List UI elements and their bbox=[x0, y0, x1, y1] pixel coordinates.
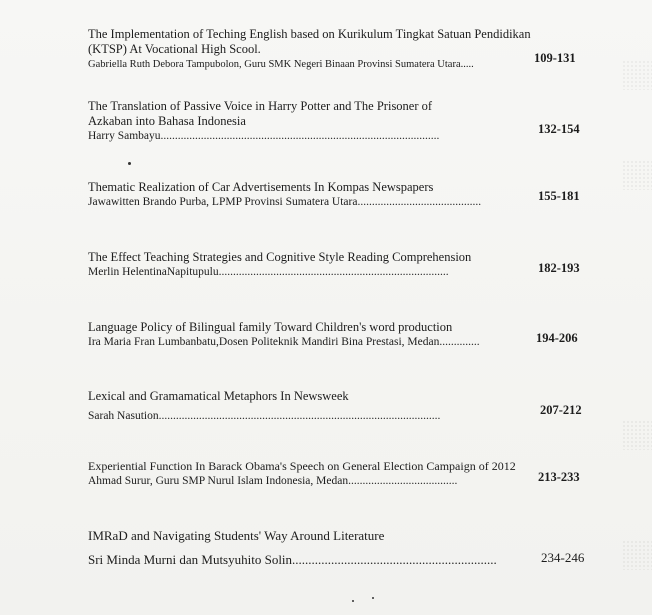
scan-noise bbox=[622, 160, 652, 190]
entry-pages: 207-212 bbox=[540, 403, 582, 417]
entry-title-line: The Implementation of Teching English based on Kurikulum Tingkat Satuan Pendidikan bbox=[88, 27, 531, 41]
entry-author: Sarah Nasution.................................................................................................. bbox=[88, 410, 441, 422]
toc-entry bbox=[88, 250, 528, 280]
entry-author: Gabriella Ruth Debora Tampubolon, Guru SMK Negeri Binaan Provinsi Sumatera Utara..... bbox=[88, 59, 474, 70]
scan-noise bbox=[622, 540, 652, 570]
entry-title-line: Experiential Function In Barack Obama's Speech on General Election Campaign of 2012 bbox=[88, 459, 516, 473]
scan-speck bbox=[128, 162, 131, 165]
entry-title-line: (KTSP) At Vocational High Scool. bbox=[88, 42, 261, 56]
toc-entry bbox=[88, 459, 558, 489]
entry-pages: 182-193 bbox=[538, 261, 580, 275]
entry-title-line: The Translation of Passive Voice in Harry Potter and The Prisoner of bbox=[88, 99, 433, 113]
scan-noise bbox=[622, 420, 652, 450]
entry-pages: 132-154 bbox=[538, 122, 580, 136]
entry-title-line: IMRaD and Navigating Students' Way Around Literature bbox=[88, 528, 385, 543]
entry-author: Harry Sambayu................................................................................................. bbox=[88, 130, 440, 142]
entry-author: Ira Maria Fran Lumbanbatu,Dosen Politeknik Mandiri Bina Prestasi, Medan.............. bbox=[88, 336, 480, 348]
entry-title-line: Language Policy of Bilingual family Toward Children's word production bbox=[88, 320, 453, 334]
toc-entry bbox=[88, 99, 528, 144]
entry-pages: 109-131 bbox=[534, 51, 576, 65]
entry-title-line: Lexical and Gramamatical Metaphors In Newsweek bbox=[88, 389, 349, 403]
scan-speck bbox=[352, 600, 354, 602]
entry-author: Merlin HelentinaNapitupulu................................................................................ bbox=[88, 266, 449, 278]
toc-entry bbox=[88, 320, 528, 350]
entry-pages: 213-233 bbox=[538, 470, 580, 484]
scan-speck bbox=[372, 597, 374, 599]
toc-entry bbox=[88, 180, 528, 210]
entry-pages: 234-246 bbox=[541, 550, 585, 565]
scan-noise bbox=[622, 60, 652, 90]
entry-author: Ahmad Surur, Guru SMP Nurul Islam Indonesia, Medan...................................... bbox=[88, 475, 458, 487]
entry-title-line: Thematic Realization of Car Advertisements In Kompas Newspapers bbox=[88, 180, 434, 194]
toc-entry bbox=[88, 389, 528, 424]
entry-author: Jawawitten Brando Purba, LPMP Provinsi Sumatera Utara........................................... bbox=[88, 196, 482, 208]
entry-title-line: Azkaban into Bahasa Indonesia bbox=[88, 114, 246, 128]
entry-title-line: The Effect Teaching Strategies and Cognitive Style Reading Comprehension bbox=[88, 250, 472, 264]
toc-entry bbox=[88, 27, 531, 72]
toc-entry bbox=[88, 528, 528, 567]
entry-pages: 194-206 bbox=[536, 331, 578, 345]
entry-pages: 155-181 bbox=[538, 189, 580, 203]
entry-author: Sri Minda Murni dan Mutsyuhito Solin............................................................... bbox=[88, 552, 497, 567]
